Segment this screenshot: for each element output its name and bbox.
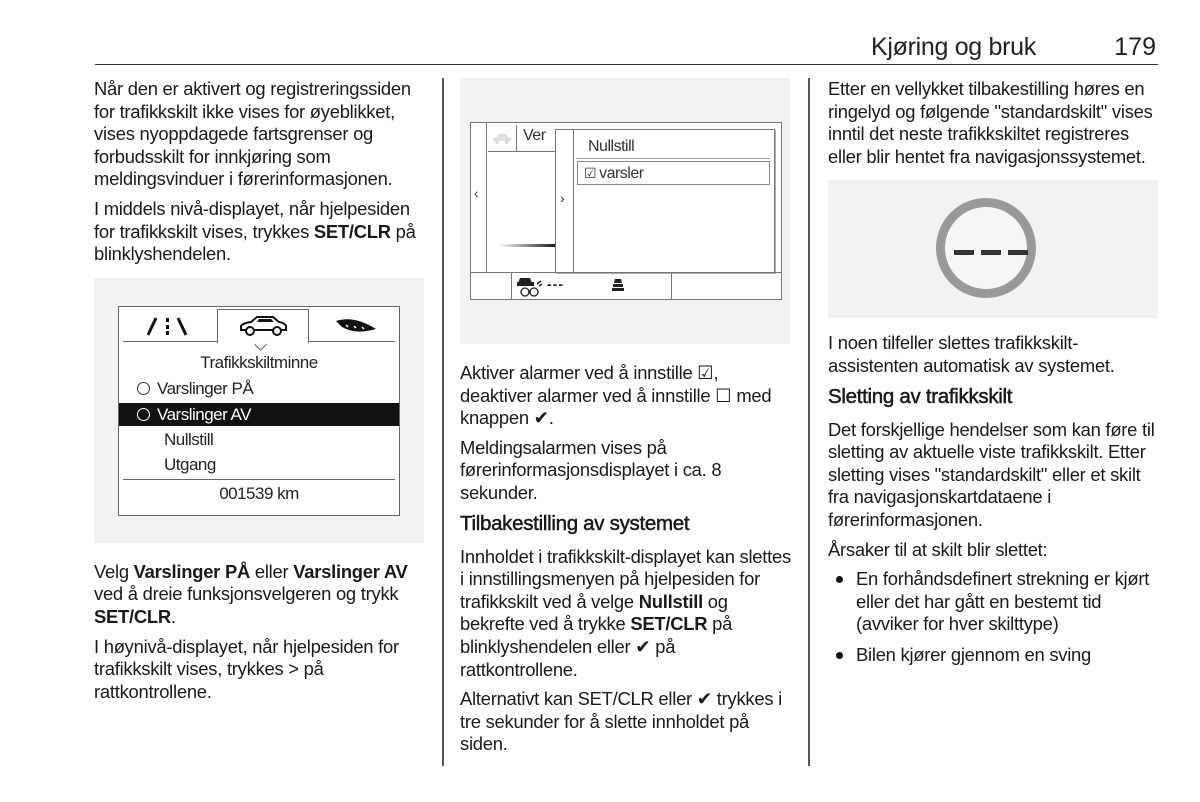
lane-assist-icon xyxy=(133,311,203,341)
default-traffic-sign-icon xyxy=(936,198,1036,298)
paragraph: Etter en vellykket tilbakestilling høres en ringelyd og følgende "standardskilt" vises inntil det neste trafikkskiltet registreres eller blir hentet fra navigasjonssystemet. xyxy=(828,78,1153,167)
column-2 xyxy=(460,78,792,763)
driver-info-display xyxy=(118,306,400,516)
radio-icon xyxy=(137,382,150,395)
paragraph: Det forskjellige hendelser som kan føre til sletting av aktuelle viste trafikkskilt. Etter sletting vises "standardskilt" eller et skilt fra navigasjonskartdataene i førerinformasjonen. xyxy=(828,418,1155,530)
default-sign-figure xyxy=(828,180,1158,318)
section-heading: Sletting av trafikkskilt xyxy=(828,384,1013,408)
car-icon xyxy=(217,309,309,343)
menu-item-nullstill[interactable]: Nullstill xyxy=(164,429,214,449)
bullet-icon xyxy=(836,652,843,659)
chevron-right-icon[interactable]: › xyxy=(560,190,565,206)
menu-item-varslinger-pa[interactable]: Varslinger PÅ xyxy=(119,377,399,400)
popup-side-bar xyxy=(556,130,574,272)
radio-icon xyxy=(137,408,150,421)
paragraph: Årsaker til at skilt blir slettet: xyxy=(828,538,1048,560)
status-bar xyxy=(471,272,781,299)
column-3 xyxy=(828,78,1160,675)
section-title: Kjøring og bruk xyxy=(870,33,1036,61)
divider xyxy=(576,158,770,159)
bullet-icon xyxy=(836,576,843,583)
list-item: Bilen kjører gjennom en sving xyxy=(836,644,1160,667)
popup-title: Nullstill xyxy=(588,138,635,155)
gauge-line xyxy=(498,244,558,247)
paragraph: Innholdet i trafikkskilt-displayet kan slettes i innstillingsmenyen på hjelpesiden for trafikkskilt ved å velge Nullstill og bekrefte ved å trykke SET/CLR på blinklyshendelen eller ✔ på rattkontrollene. xyxy=(460,545,791,680)
driver-info-display xyxy=(470,122,782,300)
paragraph: Alternativt kan SET/CLR eller ✔ trykkes i tre sekunder for å slette innholdet på siden. xyxy=(460,688,782,755)
menu-item-utgang[interactable]: Utgang xyxy=(164,454,216,474)
car-icon xyxy=(488,125,517,151)
paragraph: I noen tilfeller slettes trafikkskilt-assistenten automatisk av systemet. xyxy=(828,332,1115,376)
paragraph: Aktiver alarmer ved å innstille ☑, deaktiver alarmer ved å innstille ☐ med knappen ✔. xyxy=(460,362,772,429)
mid-level-display-figure xyxy=(94,278,424,543)
left-nav-bar xyxy=(471,123,487,273)
display-tabs xyxy=(123,307,395,342)
reset-popup xyxy=(555,129,775,273)
list-item: En forhåndsdefinert strekning er kjørt eller det har gått en bestemt tid (avviker for hver skilttype) xyxy=(836,568,1160,636)
column-divider xyxy=(442,78,444,766)
column-divider xyxy=(808,78,810,766)
varsler-checkbox-row[interactable]: ☑ varsler xyxy=(577,161,770,185)
high-level-display-figure xyxy=(460,78,790,344)
menu-title: Trafikkskiltminne xyxy=(200,352,318,372)
divider xyxy=(488,151,558,152)
vehicle-ahead-icon xyxy=(611,278,625,297)
divider xyxy=(123,479,395,480)
odometer: 001539 km xyxy=(219,483,299,503)
tab-label: Ver xyxy=(523,127,546,144)
paragraph: Meldingsalarmen vises på førerinformasjonsdisplayet i ca. 8 sekunder. xyxy=(460,436,722,503)
paragraph: I høynivå-displayet, når hjelpesiden for trafikkskilt vises, trykkes > på rattkontrollene. xyxy=(94,635,399,702)
page-number: 179 xyxy=(1114,33,1156,61)
checkbox-checked-icon[interactable]: ☑ xyxy=(584,165,597,181)
paragraph: Velg Varslinger PÅ eller Varslinger AV ved å dreie funksjonsvelgeren og trykk SET/CLR. xyxy=(94,560,408,627)
adaptive-cruise-icon xyxy=(515,275,545,302)
section-heading: Tilbakestilling av systemet xyxy=(460,511,690,535)
menu-item-varslinger-av[interactable]: Varslinger AV xyxy=(119,403,399,426)
bullet-list xyxy=(828,568,1160,666)
paragraph: Når den er aktivert og registreringssiden for trafikkskilt ikke vises for øyeblikket, vises nyoppdagede fartsgrenser og forbudsskilt for innkjøring som meldingsvinduer i førerinformasjonen. xyxy=(94,78,411,190)
column-1 xyxy=(94,78,426,710)
chevron-left-icon[interactable]: ‹ xyxy=(474,185,479,201)
speed-setting: --- xyxy=(547,276,564,292)
eco-leaf-icon xyxy=(321,311,391,341)
page-header xyxy=(95,30,1158,65)
paragraph: I middels nivå-displayet, når hjelpesiden for trafikkskilt vises, trykkes SET/CLR på blinklyshendelen. xyxy=(94,197,416,265)
